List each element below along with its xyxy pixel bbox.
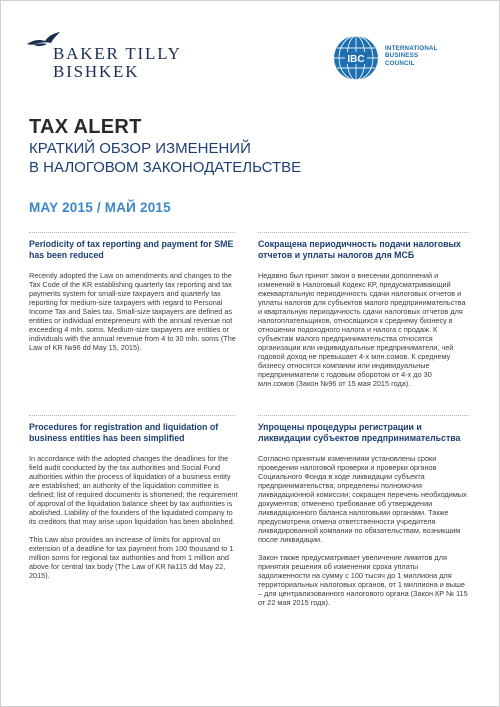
company-name-line1: BAKER TILLY [53, 44, 182, 63]
subtitle-line1: КРАТКИЙ ОБЗОР ИЗМЕНЕНИЙ [29, 140, 251, 157]
company-name-line2: BISHKEK [53, 62, 140, 81]
section-heading: Упрощены процедуры регистрации и ликвидации субъектов предпринимательства [258, 422, 461, 443]
subtitle-line2: В НАЛОГОВОМ ЗАКОНОДАТЕЛЬСТВЕ [29, 159, 302, 176]
section-body: Recently adopted the Law on amendments and changes to the Tax Code of the KR establishing quarterly tax reporting and tax payments system for small-size taxpayers and quarterly tax reporting for medium-size taxpayers with regard to Personal Income Tax and Sales tax. Small-size taxpayers are defined as entities or individual entrepreneurs with the annual revenue not exceeding 4 mln. soms. Medium-size taxpayers are entities or individuals with the annual revenue from 4 to 30 mln. soms (The Law of KR №96 dd May 15, 2015). [29, 270, 236, 352]
section-heading: Сокращена периодичность подачи налоговых отчетов и уплаты налогов для МСБ [258, 239, 461, 260]
page-subtitle [29, 139, 469, 177]
divider [258, 415, 469, 416]
section-body-paragraph-1: Согласно принятым изменениям установлены сроки проведения налоговой проверки и проверки органов Социального Фонда в ходе ликвидации субъекта предпринимательства; определены полномочия ликвидационной комиссии; сокращен перечень необходимых документов; отменено требование об утверждении ликвидационного баланса налоговыми органами. Также предусмотрена отмена ответственности учредителя ликвидированной компании по обязательствам, возникшим после ликвидации. [258, 453, 467, 545]
issue-date: MAY 2015 / МАЙ 2015 [29, 200, 171, 215]
globe-icon [333, 35, 379, 81]
divider [258, 232, 469, 233]
council-name-line3: COUNCIL [385, 59, 415, 67]
section-body-paragraph-2: This Law also provides an increase of limits for approval on extension of a deadline for tax payment from 100 thousand to 1 million soms for regional tax authorities and from 1 million and above for central tax body (The Law of KR №115 dd May 22, 2015). [29, 534, 234, 581]
page-title: TAX ALERT [29, 116, 142, 138]
section-heading: Periodicity of tax reporting and payment for SME has been reduced [29, 239, 234, 260]
divider [29, 415, 235, 416]
section-en-liquidation [29, 422, 239, 580]
ibc-emblem-text: IBC [347, 54, 365, 65]
council-name-line1: INTERNATIONAL [385, 45, 438, 52]
section-body: Недавно был принят закон о внесении дополнений и изменений в Налоговый Кодекс КР, предусматривающий ежеквартальную периодичность сдачи налоговых отчетов и уплаты налогов для субъектов малого предпринимательства и квартальную периодичность сдачи налоговых отчетов для налогоплательщиков, относящихся к среднему бизнесу в отношении подоходного налога и налога с продаж. К субъектам малого предпринимательства относятся организации или индивидуальные предприниматели, чей годовой доход не превышает 4-х млн.сомов. К среднему бизнесу относятся компании или индивидуальные предприниматели с годовым оборотом от 4-х до 30 млн.сомов (Закон №96 от 15 мая 2015 года). [258, 270, 466, 389]
section-body-paragraph-1: In accordance with the adopted changes the deadlines for the field audit conducted by the tax authorities and Social Fund authorities within the process of liquidation of a business entity are established; an authority of the liquidation committee is defined; list of required documents is shortened; the requirement of approval of the liquidation balance sheet by tax authorities is abolished. Liability of the founders of the liquidated company to its creditors that may arise upon liquidation has been abolished. [29, 453, 238, 526]
section-ru-liquidation [258, 422, 469, 607]
divider [29, 232, 235, 233]
section-heading: Procedures for registration and liquidation of business entities has been simplified [29, 422, 219, 443]
section-ru-periodicity [258, 239, 469, 388]
section-body-paragraph-2: Закон также предусматривает увеличение лимитов для принятия решения об изменении срока уплаты задолженности на сумму с 100 тысяч до 1 миллиона для территориальных налоговых органов, от 1 миллиона и выше – для централизованного налогового органа (Закон КР № 115 от 22 мая 2015 года). [258, 553, 468, 608]
section-en-periodicity [29, 239, 239, 352]
council-name-line2: BUSINESS [385, 52, 419, 60]
